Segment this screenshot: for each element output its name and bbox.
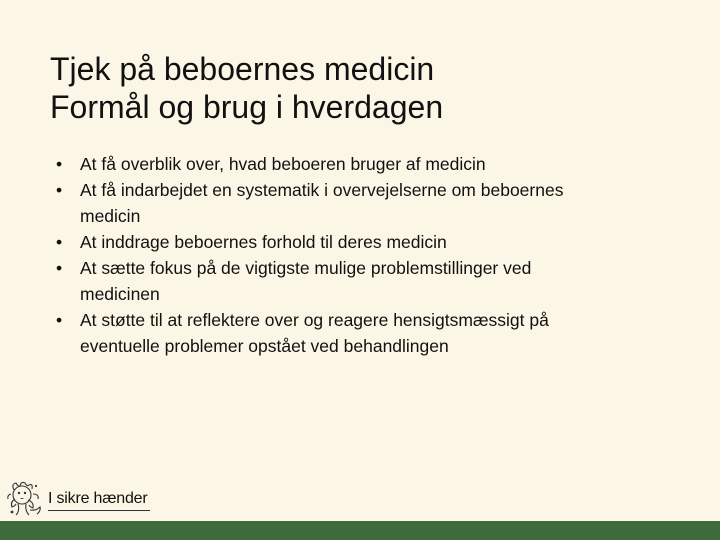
bullet-item: [56, 255, 656, 307]
bullet-text: eventuelle problemer opstået ved behandlingen: [80, 336, 449, 356]
slide-title-line-1: Tjek på beboernes medicin: [50, 51, 435, 87]
bullet-text: medicinen: [80, 284, 160, 304]
bullet-dot: •: [56, 154, 63, 174]
bullet-text: At støtte til at reflektere over og reagere hensigtsmæssigt på: [80, 310, 549, 330]
bullet-text: At få indarbejdet en systematik i overvejelserne om beboernes: [80, 180, 564, 200]
bullet-item: [56, 229, 656, 255]
bullet-dot: •: [56, 232, 63, 252]
footer-bar: [0, 521, 720, 540]
bullet-text: At inddrage beboernes forhold til deres medicin: [80, 232, 447, 252]
logo-underline: [48, 510, 150, 511]
lion-crest-icon: [6, 480, 44, 518]
bullet-item: [56, 151, 656, 177]
slide-title: [50, 50, 690, 126]
bullet-list: [56, 151, 656, 359]
bullet-dot: •: [56, 180, 63, 200]
bullet-item: [56, 307, 656, 359]
logo: [6, 480, 156, 518]
bullet-dot: •: [56, 310, 63, 330]
bullet-dot: •: [56, 258, 63, 278]
bullet-text: At sætte fokus på de vigtigste mulige problemstillinger ved: [80, 258, 532, 278]
bullet-text: At få overblik over, hvad beboeren bruger af medicin: [80, 154, 486, 174]
slide-title-line-2: Formål og brug i hverdagen: [50, 89, 444, 125]
logo-text: I sikre hænder: [48, 490, 148, 507]
bullet-text: medicin: [80, 206, 141, 226]
bullet-item: [56, 177, 656, 229]
